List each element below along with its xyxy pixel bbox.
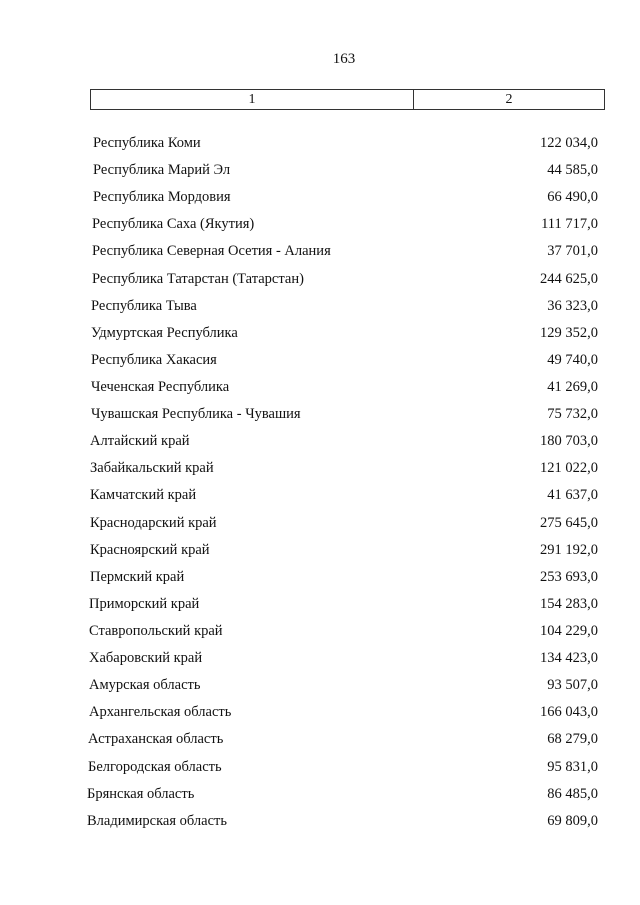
- region-name: Астраханская область: [88, 731, 224, 748]
- region-name: Республика Коми: [93, 135, 201, 151]
- region-value: 275 645,0: [540, 514, 598, 531]
- region-name: Хабаровский край: [89, 650, 203, 667]
- table-row: [0, 459, 640, 486]
- region-value: 75 732,0: [547, 406, 598, 423]
- table-row: [0, 324, 640, 351]
- region-value: 69 809,0: [547, 812, 598, 829]
- region-value: 104 229,0: [540, 622, 598, 639]
- region-value: 291 192,0: [540, 541, 598, 558]
- table-row: [0, 188, 640, 215]
- region-name: Удмуртская Республика: [91, 324, 238, 341]
- table-row: [0, 568, 640, 595]
- table-row: [0, 486, 640, 513]
- region-name: Краснодарский край: [90, 514, 217, 531]
- region-name: Республика Хакасия: [91, 351, 217, 368]
- region-name: Республика Тыва: [91, 297, 197, 314]
- region-value: 154 283,0: [540, 595, 598, 612]
- region-value: 180 703,0: [540, 433, 598, 450]
- region-name: Республика Мордовия: [93, 189, 231, 206]
- region-name: Республика Марий Эл: [93, 162, 231, 179]
- region-name: Чувашская Республика - Чувашия: [91, 406, 301, 423]
- region-value: 93 507,0: [547, 677, 598, 694]
- table-header: [90, 89, 605, 110]
- region-name: Брянская область: [87, 785, 195, 802]
- region-value: 66 490,0: [547, 189, 598, 206]
- table-row: [0, 270, 640, 297]
- region-value: 166 043,0: [540, 704, 598, 721]
- region-value: 244 625,0: [540, 270, 598, 287]
- region-name: Владимирская область: [87, 812, 227, 829]
- region-name: Ставропольский край: [89, 622, 223, 639]
- region-name: Республика Саха (Якутия): [92, 216, 255, 233]
- region-value: 95 831,0: [547, 758, 598, 775]
- region-name: Республика Татарстан (Татарстан): [92, 270, 304, 287]
- region-name: Камчатский край: [90, 487, 197, 504]
- table-row: [0, 785, 640, 812]
- region-value: 49 740,0: [547, 351, 598, 368]
- table-row: [0, 432, 640, 459]
- region-value: 86 485,0: [547, 785, 598, 802]
- table-row: [0, 378, 640, 405]
- table-row: [0, 649, 640, 676]
- region-value: 41 637,0: [547, 487, 598, 504]
- region-name: Забайкальский край: [90, 460, 214, 477]
- region-name: Красноярский край: [90, 541, 210, 558]
- region-value: 121 022,0: [540, 460, 598, 477]
- table-row: [0, 541, 640, 568]
- table-row: [0, 514, 640, 541]
- region-value: 134 423,0: [540, 650, 598, 667]
- column-header-1: 1: [91, 90, 414, 109]
- region-name: Приморский край: [89, 595, 200, 612]
- region-value: 37 701,0: [547, 243, 598, 260]
- table-body: [0, 134, 640, 839]
- table-row: [0, 595, 640, 622]
- region-name: Архангельская область: [89, 704, 232, 721]
- table-row: [0, 215, 640, 242]
- table-row: [0, 812, 640, 839]
- table-row: [0, 758, 640, 785]
- region-value: 253 693,0: [540, 568, 598, 585]
- column-header-2: 2: [505, 91, 513, 107]
- region-name: Республика Северная Осетия - Алания: [92, 243, 331, 260]
- region-value: 68 279,0: [547, 731, 598, 748]
- page-number: 163: [332, 51, 356, 67]
- table-row: [0, 622, 640, 649]
- region-name: Белгородская область: [88, 758, 222, 775]
- region-value: 44 585,0: [547, 162, 598, 179]
- table-row: [0, 134, 640, 161]
- region-value: 129 352,0: [540, 324, 598, 341]
- region-value: 111 717,0: [541, 216, 598, 233]
- table-row: [0, 351, 640, 378]
- table-row: [0, 676, 640, 703]
- region-value: 122 034,0: [540, 135, 598, 151]
- table-row: [0, 161, 640, 188]
- table-row: [0, 297, 640, 324]
- region-name: Алтайский край: [90, 433, 190, 450]
- table-row: [0, 730, 640, 757]
- table-row: [0, 242, 640, 269]
- region-value: 36 323,0: [547, 297, 598, 314]
- region-value: 41 269,0: [547, 378, 598, 395]
- region-name: Пермский край: [90, 568, 185, 585]
- table-row: [0, 405, 640, 432]
- region-name: Амурская область: [89, 677, 201, 694]
- table-row: [0, 703, 640, 730]
- region-name: Чеченская Республика: [91, 378, 230, 395]
